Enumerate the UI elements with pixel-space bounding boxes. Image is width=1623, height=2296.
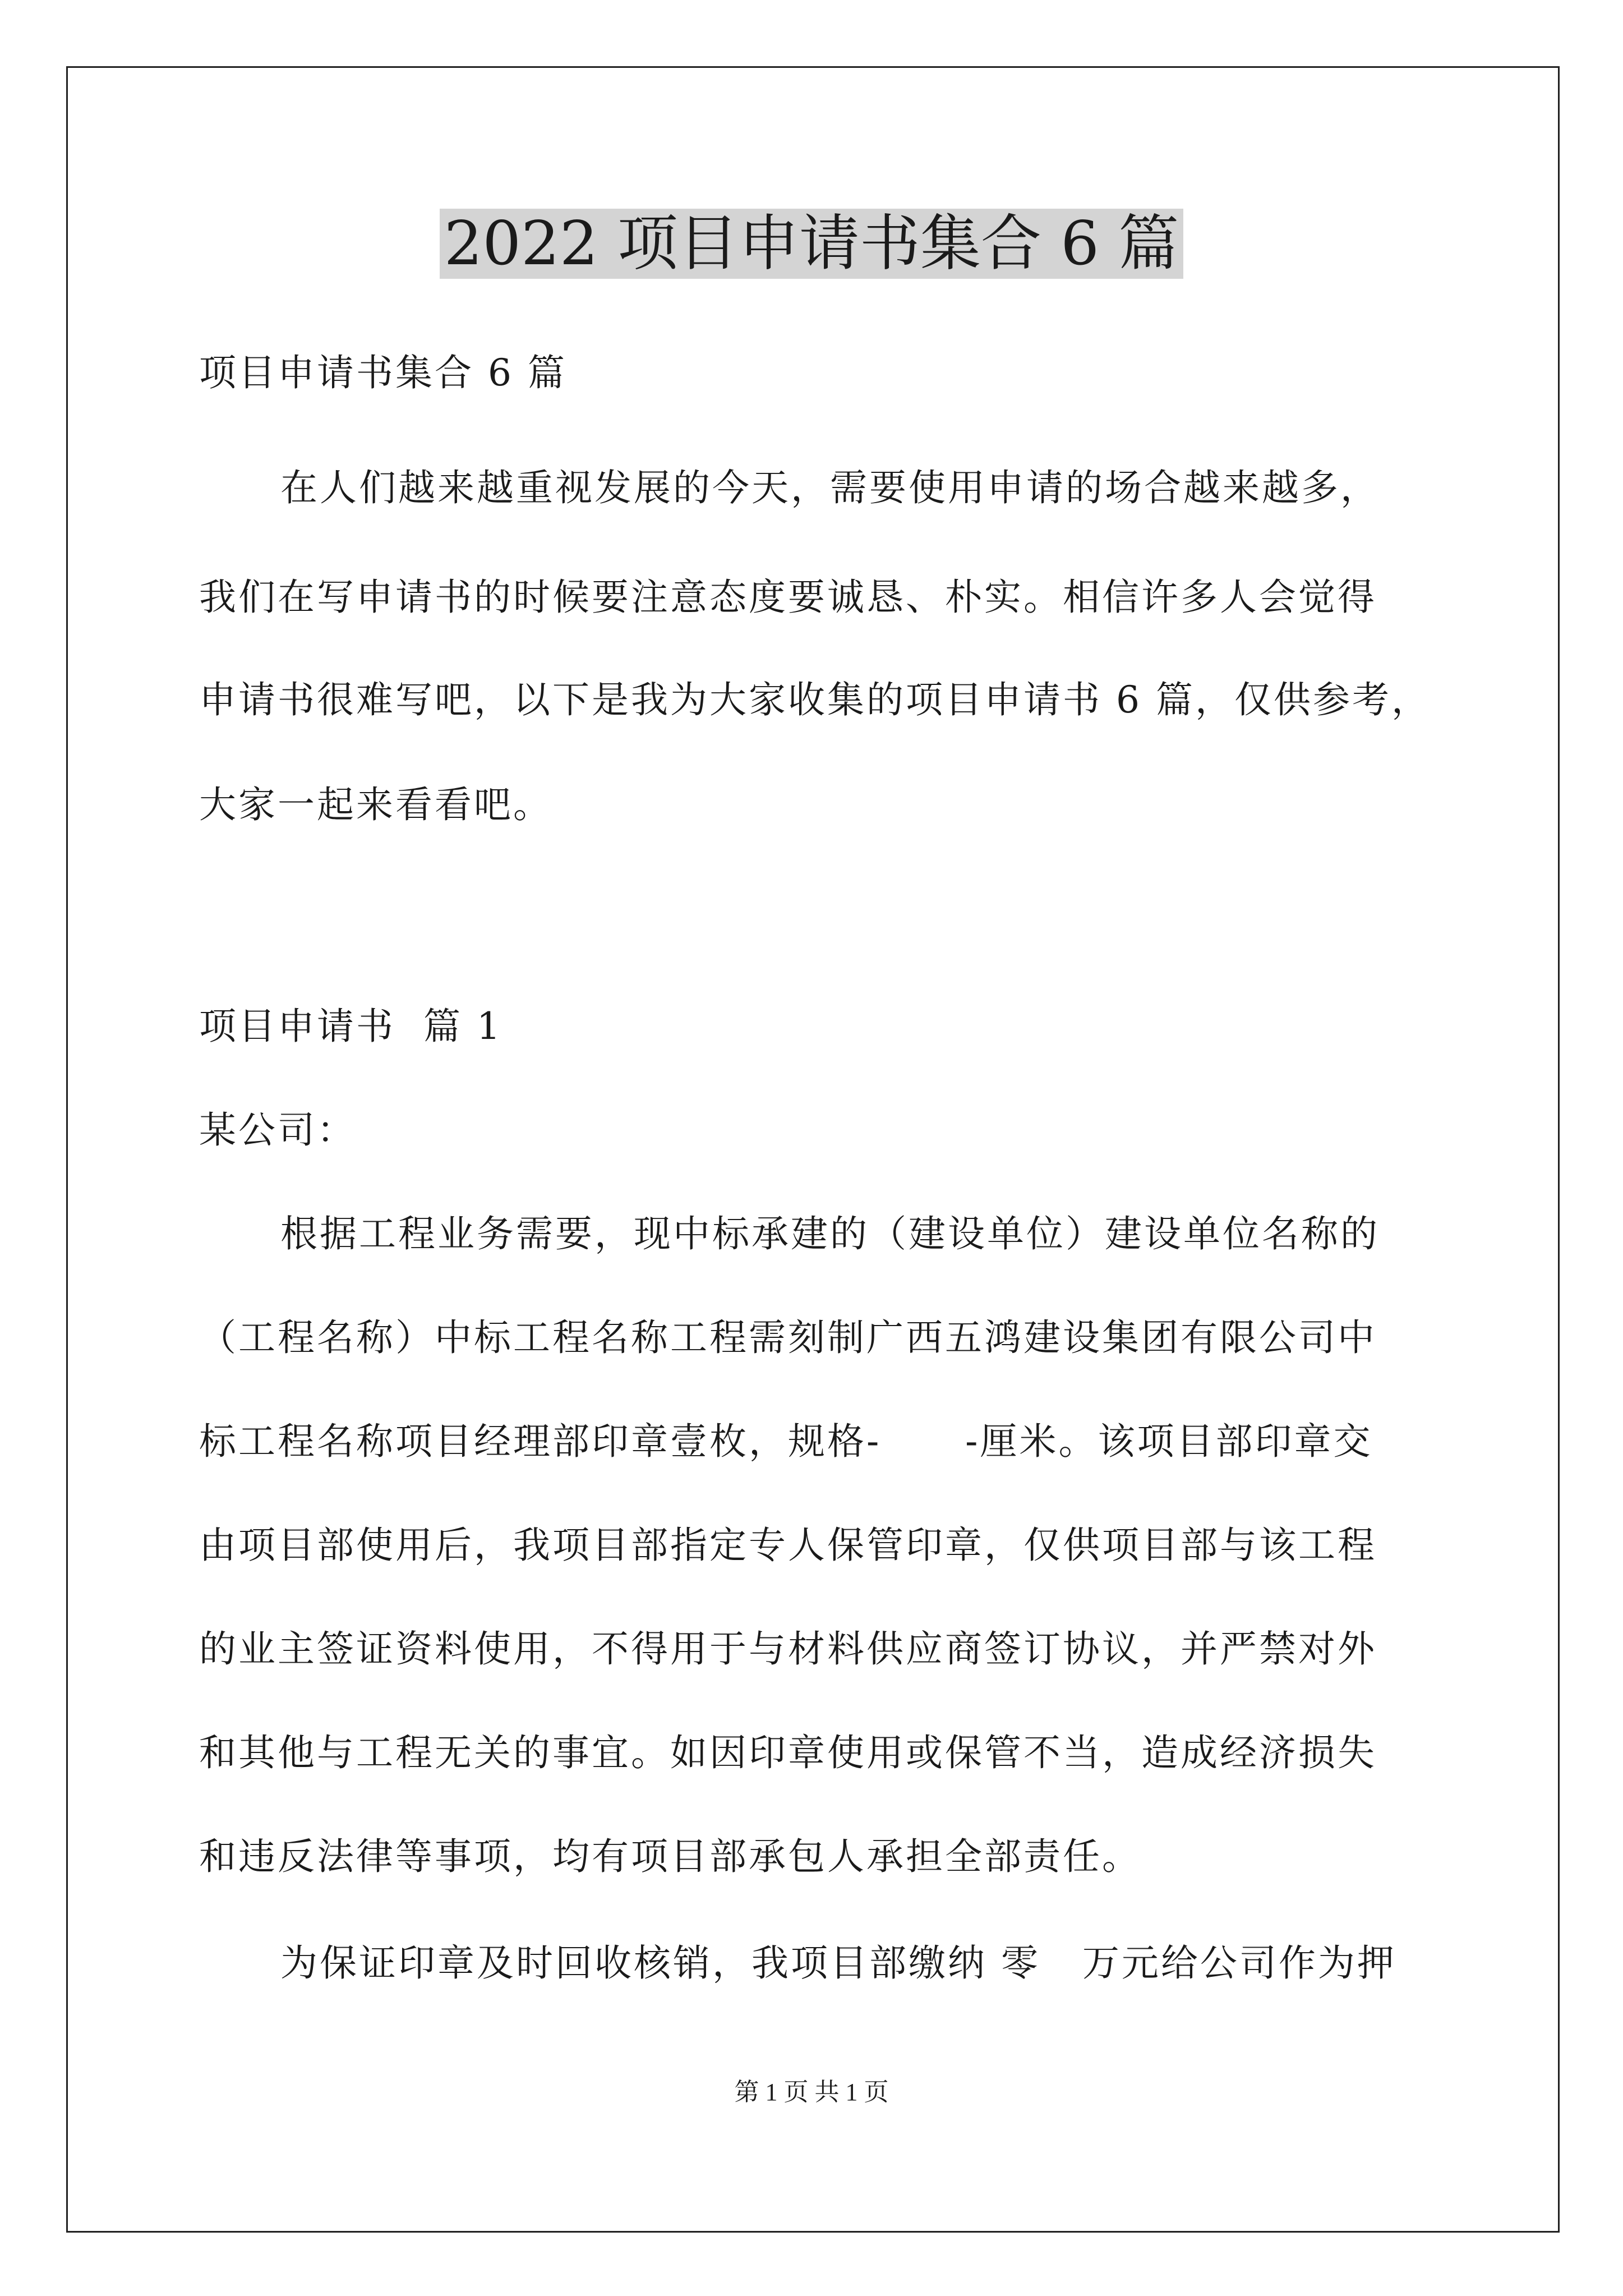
body-line-2: （工程名称）中标工程名称工程需刻制广西五鸿建设集团有限公司中 (199, 1316, 1377, 1359)
intro-line-2: 我们在写申请书的时候要注意态度要诚恳、朴实。相信许多人会觉得 (199, 576, 1377, 619)
body-line-4: 由项目部使用后，我项目部指定专人保管印章，仅供项目部与该工程 (199, 1524, 1377, 1567)
page-footer: 第 1 页 共 1 页 (734, 2078, 889, 2106)
body-line-7: 和违反法律等事项，均有项目部承包人承担全部责任。 (199, 1835, 1141, 1878)
document-title (0, 202, 1623, 286)
intro-line-1: 在人们越来越重视发展的今天，需要使用申请的场合越来越多， (280, 466, 1380, 509)
body-line-1: 根据工程业务需要，现中标承建的（建设单位）建设单位名称的 (280, 1212, 1380, 1255)
body-line-5: 的业主签证资料使用，不得用于与材料供应商签订协议，并严禁对外 (199, 1627, 1377, 1671)
subtitle: 项目申请书集合 6 篇 (199, 351, 567, 394)
body-line-3: 标工程名称项目经理部印章壹枚，规格- -厘米。该项目部印章交 (199, 1420, 1373, 1463)
intro-line-4: 大家一起来看看吧。 (199, 783, 552, 826)
last-line: 为保证印章及时回收核销，我项目部缴纳 零 万元给公司作为押 (280, 1941, 1396, 1985)
document-title-text: 2022 项目申请书集合 6 篇 (440, 209, 1184, 279)
body-line-6: 和其他与工程无关的事宜。如因印章使用或保管不当，造成经济损失 (199, 1731, 1377, 1774)
section-heading: 项目申请书 篇 1 (199, 1005, 502, 1048)
salutation: 某公司： (199, 1108, 356, 1152)
intro-line-3: 申请书很难写吧，以下是我为大家收集的项目申请书 6 篇，仅供参考， (199, 678, 1431, 721)
